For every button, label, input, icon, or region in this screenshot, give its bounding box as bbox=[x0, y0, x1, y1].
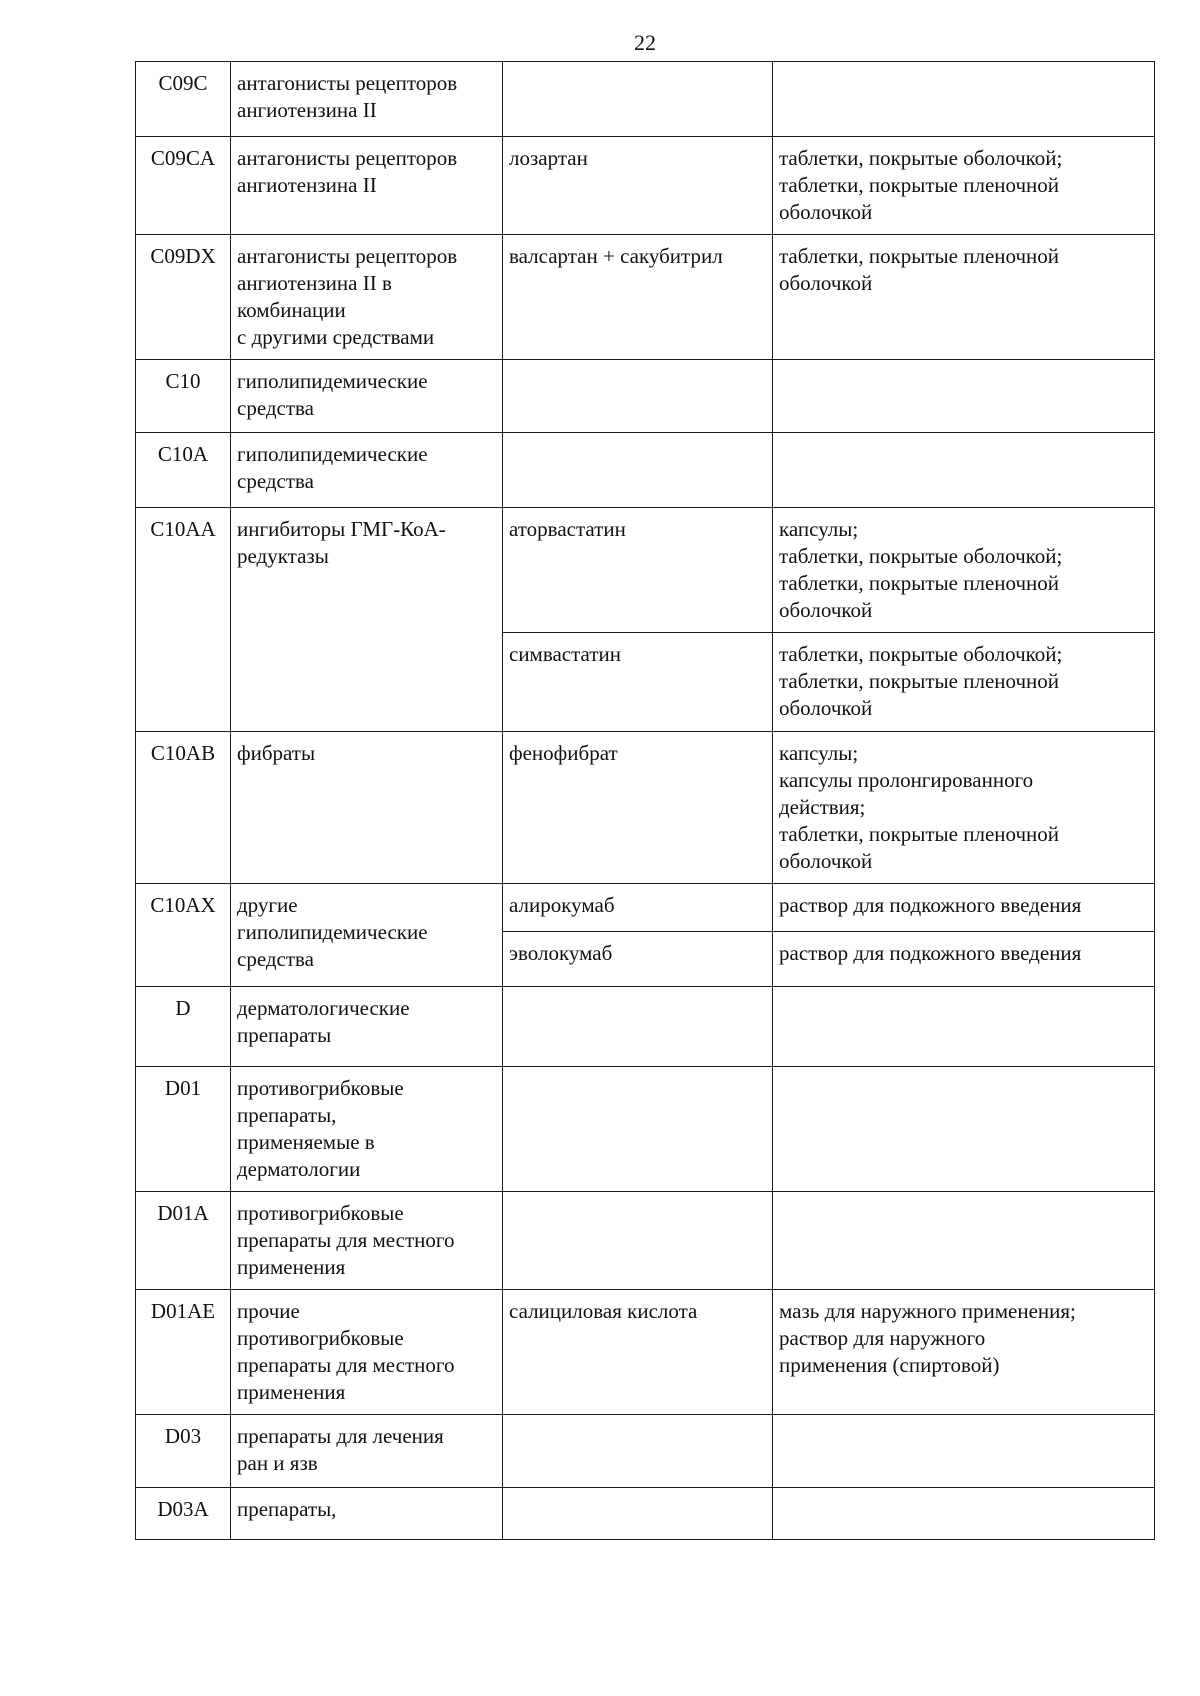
dosage-form-line: оболочкой bbox=[779, 271, 873, 295]
atc-code-cell: D03 bbox=[136, 1415, 231, 1488]
drug-name-cell bbox=[503, 884, 773, 932]
drug-name: аторвастатин bbox=[509, 517, 626, 541]
dosage-form-cell bbox=[773, 137, 1155, 235]
dosage-form-line: действия; bbox=[779, 795, 866, 819]
group-name-line: ангиотензина II bbox=[237, 173, 377, 197]
atc-code-cell: D01A bbox=[136, 1192, 231, 1290]
anatomical-group-cell bbox=[231, 732, 503, 884]
group-name-line: ран и язв bbox=[237, 1451, 318, 1475]
drug-name-cell bbox=[503, 932, 773, 987]
atc-code-cell: D01AE bbox=[136, 1290, 231, 1415]
dosage-form-line: таблетки, покрытые оболочкой; bbox=[779, 642, 1063, 666]
group-name-line: антагонисты рецепторов bbox=[237, 71, 458, 95]
drug-name-cell bbox=[503, 1290, 773, 1415]
dosage-form-line: раствор для подкожного введения bbox=[779, 893, 1082, 917]
table-row bbox=[136, 235, 1155, 360]
dosage-form-line: применения (спиртовой) bbox=[779, 1353, 1000, 1377]
table-row bbox=[136, 137, 1155, 235]
drug-name-cell bbox=[503, 508, 773, 633]
group-name-line: ингибиторы ГМГ-КоА- bbox=[237, 517, 446, 541]
table-row bbox=[136, 1192, 1155, 1290]
group-name-line: противогрибковые bbox=[237, 1201, 404, 1225]
dosage-form-line: капсулы пролонгированного bbox=[779, 768, 1034, 792]
atc-code-cell: D03A bbox=[136, 1488, 231, 1540]
drug-name-cell bbox=[503, 360, 773, 433]
anatomical-group-cell bbox=[231, 360, 503, 433]
drug-name: эволокумаб bbox=[509, 941, 613, 965]
dosage-form-line: оболочкой bbox=[779, 849, 873, 873]
dosage-form-line: капсулы; bbox=[779, 517, 859, 541]
dosage-form-line: раствор для подкожного введения bbox=[779, 941, 1082, 965]
table-row bbox=[136, 1415, 1155, 1488]
dosage-form-cell bbox=[773, 508, 1155, 633]
group-name-line: препараты, bbox=[237, 1497, 337, 1521]
dosage-form-cell bbox=[773, 987, 1155, 1067]
dosage-form-cell bbox=[773, 62, 1155, 137]
dosage-form-cell bbox=[773, 1415, 1155, 1488]
group-name-line: с другими средствами bbox=[237, 325, 435, 349]
dosage-form-cell bbox=[773, 1067, 1155, 1192]
group-name-line: препараты bbox=[237, 1023, 332, 1047]
anatomical-group-cell bbox=[231, 987, 503, 1067]
atc-code-cell: C10 bbox=[136, 360, 231, 433]
table-row bbox=[136, 62, 1155, 137]
dosage-form-line: таблетки, покрытые пленочной bbox=[779, 173, 1060, 197]
dosage-form-cell bbox=[773, 732, 1155, 884]
anatomical-group-cell bbox=[231, 433, 503, 508]
drug-name-cell bbox=[503, 987, 773, 1067]
drug-name: фенофибрат bbox=[509, 741, 618, 765]
group-name-line: антагонисты рецепторов bbox=[237, 244, 458, 268]
group-name-line: гиполипидемические bbox=[237, 369, 428, 393]
dosage-form-line: таблетки, покрытые пленочной bbox=[779, 822, 1060, 846]
drug-name-cell bbox=[503, 62, 773, 137]
group-name-line: препараты для лечения bbox=[237, 1424, 444, 1448]
table-row bbox=[136, 433, 1155, 508]
dosage-form-line: таблетки, покрытые оболочкой; bbox=[779, 146, 1063, 170]
drug-name-cell bbox=[503, 1488, 773, 1540]
dosage-form-cell bbox=[773, 884, 1155, 932]
group-name-line: препараты, bbox=[237, 1103, 337, 1127]
group-name-line: дерматологии bbox=[237, 1157, 361, 1181]
dosage-form-line: раствор для наружного bbox=[779, 1326, 986, 1350]
anatomical-group-cell bbox=[231, 1290, 503, 1415]
group-name-line: применяемые в bbox=[237, 1130, 375, 1154]
atc-code-cell: C09C bbox=[136, 62, 231, 137]
drug-name-cell bbox=[503, 137, 773, 235]
dosage-form-cell bbox=[773, 633, 1155, 732]
group-name-line: редуктазы bbox=[237, 544, 329, 568]
group-name-line: ангиотензина II в bbox=[237, 271, 392, 295]
anatomical-group-cell bbox=[231, 1488, 503, 1540]
table-body bbox=[136, 62, 1155, 1540]
atc-code-cell: C10AB bbox=[136, 732, 231, 884]
drug-name: валсартан + сакубитрил bbox=[509, 244, 723, 268]
group-name-line: фибраты bbox=[237, 741, 316, 765]
atc-code-cell: D01 bbox=[136, 1067, 231, 1192]
group-name-line: прочие bbox=[237, 1299, 300, 1323]
dosage-form-cell bbox=[773, 360, 1155, 433]
drug-name-cell bbox=[503, 433, 773, 508]
dosage-form-line: оболочкой bbox=[779, 696, 873, 720]
drug-name-cell bbox=[503, 235, 773, 360]
atc-drug-table bbox=[135, 61, 1155, 1540]
table-row bbox=[136, 360, 1155, 433]
atc-code-cell: C10AA bbox=[136, 508, 231, 732]
atc-code-cell: C09DX bbox=[136, 235, 231, 360]
atc-code-cell: C10AX bbox=[136, 884, 231, 987]
group-name-line: комбинации bbox=[237, 298, 346, 322]
atc-code-cell: C09CA bbox=[136, 137, 231, 235]
dosage-form-line: мазь для наружного применения; bbox=[779, 1299, 1076, 1323]
drug-name: салициловая кислота bbox=[509, 1299, 698, 1323]
atc-code-cell: C10A bbox=[136, 433, 231, 508]
anatomical-group-cell bbox=[231, 137, 503, 235]
dosage-form-line: таблетки, покрытые пленочной bbox=[779, 571, 1060, 595]
table-row bbox=[136, 987, 1155, 1067]
table-row bbox=[136, 1290, 1155, 1415]
dosage-form-cell bbox=[773, 932, 1155, 987]
group-name-line: антагонисты рецепторов bbox=[237, 146, 458, 170]
group-name-line: препараты для местного bbox=[237, 1228, 455, 1252]
drug-name: лозартан bbox=[509, 146, 588, 170]
drug-name-cell bbox=[503, 1192, 773, 1290]
group-name-line: средства bbox=[237, 947, 315, 971]
group-name-line: гиполипидемические bbox=[237, 442, 428, 466]
dosage-form-line: оболочкой bbox=[779, 598, 873, 622]
atc-code-cell: D bbox=[136, 987, 231, 1067]
anatomical-group-cell bbox=[231, 62, 503, 137]
anatomical-group-cell bbox=[231, 508, 503, 732]
group-name-line: другие bbox=[237, 893, 298, 917]
group-name-line: средства bbox=[237, 469, 315, 493]
dosage-form-cell bbox=[773, 1488, 1155, 1540]
table-row bbox=[136, 732, 1155, 884]
drug-name: алирокумаб bbox=[509, 893, 615, 917]
dosage-form-line: оболочкой bbox=[779, 200, 873, 224]
dosage-form-cell bbox=[773, 1192, 1155, 1290]
group-name-line: дерматологические bbox=[237, 996, 410, 1020]
group-name-line: препараты для местного bbox=[237, 1353, 455, 1377]
dosage-form-cell bbox=[773, 433, 1155, 508]
dosage-form-line: таблетки, покрытые пленочной bbox=[779, 244, 1060, 268]
table-row bbox=[136, 1067, 1155, 1192]
anatomical-group-cell bbox=[231, 884, 503, 987]
anatomical-group-cell bbox=[231, 1192, 503, 1290]
dosage-form-cell bbox=[773, 235, 1155, 360]
drug-name-cell bbox=[503, 1067, 773, 1192]
group-name-line: противогрибковые bbox=[237, 1076, 404, 1100]
anatomical-group-cell bbox=[231, 1067, 503, 1192]
drug-name: симвастатин bbox=[509, 642, 621, 666]
dosage-form-cell bbox=[773, 1290, 1155, 1415]
group-name-line: применения bbox=[237, 1255, 346, 1279]
group-name-line: ангиотензина II bbox=[237, 98, 377, 122]
table-row bbox=[136, 884, 1155, 932]
anatomical-group-cell bbox=[231, 1415, 503, 1488]
group-name-line: гиполипидемические bbox=[237, 920, 428, 944]
group-name-line: средства bbox=[237, 396, 315, 420]
table-row bbox=[136, 1488, 1155, 1540]
dosage-form-line: таблетки, покрытые пленочной bbox=[779, 669, 1060, 693]
anatomical-group-cell bbox=[231, 235, 503, 360]
page-number: 22 bbox=[634, 30, 656, 55]
drug-name-cell bbox=[503, 1415, 773, 1488]
group-name-line: противогрибковые bbox=[237, 1326, 404, 1350]
group-name-line: применения bbox=[237, 1380, 346, 1404]
drug-name-cell bbox=[503, 633, 773, 732]
dosage-form-line: капсулы; bbox=[779, 741, 859, 765]
table-row bbox=[136, 508, 1155, 633]
drug-name-cell bbox=[503, 732, 773, 884]
dosage-form-line: таблетки, покрытые оболочкой; bbox=[779, 544, 1063, 568]
